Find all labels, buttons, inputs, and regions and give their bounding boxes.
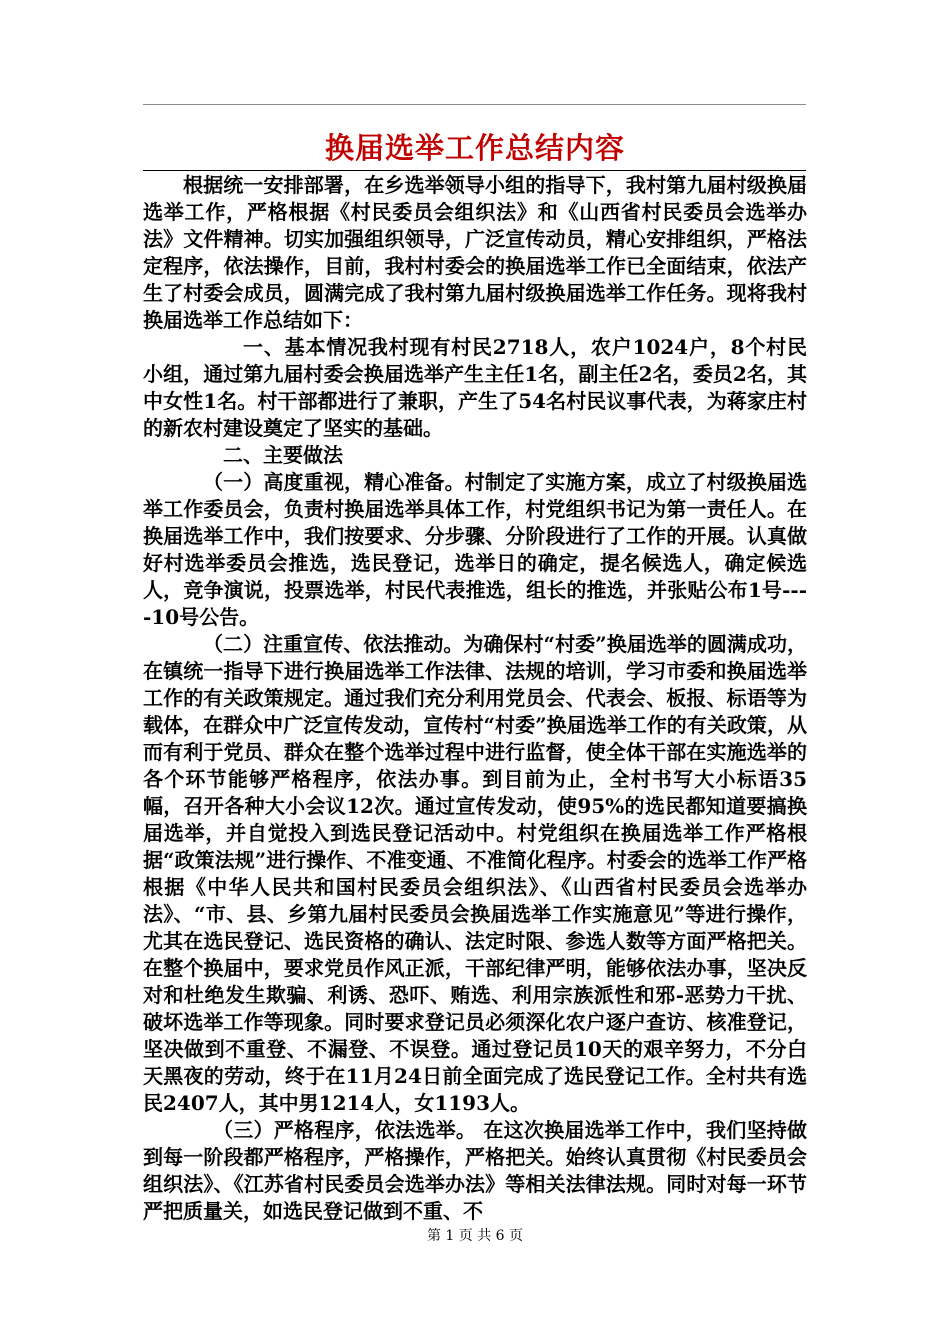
header-rule <box>143 104 806 105</box>
title-underline <box>143 170 806 171</box>
paragraph-intro: 根据统一安排部署，在乡选举领导小组的指导下，我村第九届村级换届选举工作，严格根据《村民委员会组织法》和《山西省村民委员会选举办法》文件精神。切实加强组织领导，广泛宣传动员，精心安排组织，严格法定程序，依法操作，目前，我村村委会的换届选举工作已全面结束，依法产生了村委会成员，圆满完成了我村第九届村级换届选举工作任务。现将我村换届选举工作总结如下： <box>143 173 807 332</box>
page-footer: 第 1 页 共 6 页 <box>426 1228 524 1244</box>
paragraph-publicity: （二）注重宣传、依法推动。为确保村“村委”换届选举的圆满成功，在镇统一指导下进行换届选举工作法律、法规的培训，学习市委和换届选举工作的有关政策规定。通过我们充分利用党员会、代表会、板报、标语等为载体，在群众中广泛宣传发动，宣传村“村委”换届选举工作的有关政策，从而有利于党员、群众在整个选举过程中进行监督，使全体干部在实施选举的各个环节能够严格程序，依法办事。到目前为止，全村书写大小标语35幅，召开各种大小会议12次。通过宣传发动，使95%的选民都知道要搞换届选举，并自觉投入到选民登记活动中。村党组织在换届选举工作严格根据“政策法规”进行操作、不准变通、不准简化程序。村委会的选举工作严格根据《中华人民共和国村民委员会组织法》、《山西省村民委员会选举办法》、“市、县、乡第九届村民委员会换届选举工作实施意见”等进行操作，尤其在选民登记、选民资格的确认、法定时限、参选人数等方面严格把关。在整个换届中，要求党员作风正派，干部纪律严明，能够依法办事，坚决反对和杜绝发生欺骗、利诱、恐吓、贿选、利用宗族派性和邪-恶势力干扰、破坏选举工作等现象。同时要求登记员必须深化农户逐户查访、核准登记，坚决做到不重登、不漏登、不误登。通过登记员10天的艰辛努力，不分白天黑夜的劳动，终于在11月24日前全面完成了选民登记工作。全村共有选民2407人，其中男1214人，女1193人。 <box>143 632 807 1115</box>
section-heading-main-methods: 二、主要做法 <box>223 443 343 467</box>
document-body <box>143 172 807 1225</box>
paragraph-preparation: （一）高度重视，精心准备。村制定了实施方案，成立了村级换届选举工作委员会，负责村换届选举具体工作，村党组织书记为第一责任人。在换届选举工作中，我们按要求、分步骤、分阶段进行了工作的开展。认真做好村选举委员会推选，选民登记，选举日的确定，提名候选人，确定候选人，竞争演说，投票选举，村民代表推选，组长的推选，并张贴公布1号----10号公告。 <box>143 470 807 629</box>
paragraph-basic-situation: 一、基本情况我村现有村民2718人，农户1024户，8个村民小组，通过第九届村委会换届选举产生主任1名，副主任2名，委员2名，其中女性1名。村干部都进行了兼职，产生了54名村民议事代表，为蒋家庄村的新农村建设奠定了坚实的基础。 <box>143 335 807 440</box>
paragraph-procedure: （三）严格程序，依法选举。 在这次换届选举工作中，我们坚持做到每一阶段都严格程序，严格操作，严格把关。始终认真贯彻《村民委员会组织法》、《江苏省村民委员会选举办法》等相关法律法规。同时对每一环节严把质量关，如选民登记做到不重、不 <box>143 1118 807 1223</box>
document-title: 换届选举工作总结内容 <box>324 131 625 165</box>
